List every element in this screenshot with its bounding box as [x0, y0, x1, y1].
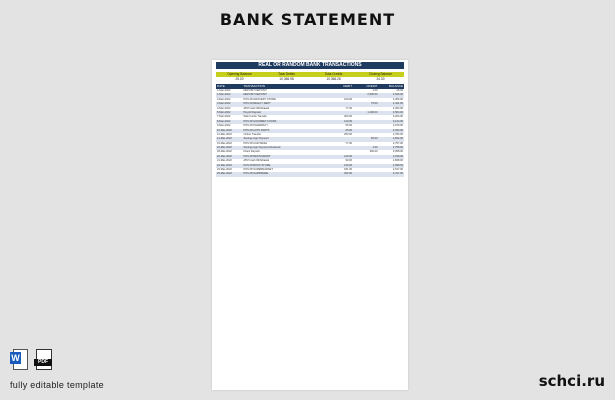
table-cell: 2-Mar-2022	[217, 97, 231, 101]
table-cell: 8-Mar-2022	[217, 119, 231, 123]
table-cell: DEPOSIT DEPOSIT	[243, 93, 267, 97]
summary-value: 10,366.28	[326, 77, 341, 81]
table-cell: 21-Mar-2022	[217, 159, 232, 163]
summary-header: Total Credits	[324, 72, 343, 76]
table-cell: 3,264.00	[392, 115, 404, 119]
table-cell: 75.00	[371, 102, 378, 106]
table-cell: 2,364.00	[392, 106, 404, 110]
statement-sheet	[212, 60, 408, 390]
table-cell: 2,828.00	[392, 159, 404, 163]
table-cell: POS 08 CAR WASH	[243, 141, 268, 145]
table-body	[216, 89, 404, 177]
table-cell: 2,918.00	[392, 154, 404, 158]
table-cell: POS 08 PHARMACY	[243, 124, 268, 128]
table-cell: 25-Mar-2022	[217, 172, 232, 176]
table-cell: 26.00	[396, 89, 404, 92]
table-cell: Online Transfer	[243, 132, 262, 136]
table-cell: POS 08 AUTO PARTS	[243, 128, 270, 132]
format-icons	[10, 348, 52, 370]
table-cell: 77.00	[345, 106, 353, 110]
table-cell: 12-Mar-2022	[217, 132, 232, 136]
table-cell: 1.00	[372, 89, 378, 92]
summary-values	[216, 77, 404, 82]
table-cell: 9-Mar-2022	[217, 124, 231, 128]
table-cell: POS 08 GOURMET FOODS	[243, 119, 277, 123]
table-cell: 3-Mar-2022	[217, 102, 231, 106]
table-cell: 1.00	[372, 146, 378, 150]
table-cell: Direct Deposit	[243, 150, 260, 154]
table-row	[216, 172, 404, 176]
table-cell: ATM Cash Withdrawal	[243, 159, 270, 163]
table-cell: 7-Mar-2022	[217, 115, 231, 119]
table-cell: 181.00	[344, 168, 353, 172]
table-cell: POS 08 SUPERMARKET	[243, 168, 273, 172]
table-cell: 3,079.00	[392, 124, 404, 128]
table-cell: 1-Mar-2022	[217, 93, 231, 97]
summary-value: 24.30	[376, 77, 385, 81]
table-cell: 2,784.00	[392, 132, 404, 136]
table-cell: Savings App Payment Received	[243, 146, 281, 150]
column-header: DEBIT	[343, 84, 353, 88]
table-cell: POS 08 BOOK STORE	[243, 163, 271, 167]
table-cell: 2,834.00	[392, 137, 404, 141]
table-cell: POS 08 HARDWARE	[243, 172, 269, 176]
table-cell: 200.00	[344, 172, 353, 176]
table-cell: 2,517.00	[392, 168, 404, 172]
table-cell: 160.00	[344, 97, 353, 101]
table-cell: 300.00	[344, 115, 353, 119]
table-cell: 2,500.00	[367, 93, 378, 97]
site-name: schci.ru	[538, 372, 605, 390]
table-cell: DEPOSIT DEPOSIT	[243, 89, 267, 92]
caption: fully editable template	[10, 380, 104, 390]
summary-value: 25.00	[235, 77, 244, 81]
table-cell: POS 08 RESTAURANT	[243, 154, 271, 158]
table-cell: 3,058.00	[392, 150, 404, 154]
column-header: DATE	[217, 84, 225, 88]
column-header: TRANSACTION	[243, 84, 265, 88]
table-cell: 140.00	[344, 154, 353, 158]
column-header: CREDIT	[366, 84, 378, 88]
table-cell: 4-Mar-2022	[217, 106, 231, 110]
summary-header: Closing Balance	[368, 72, 393, 76]
statement-banner: REAL OR RANDOM BANK TRANSACTIONS	[216, 62, 404, 69]
table-cell: Savings App Payment	[243, 137, 269, 141]
table-cell: 3,144.00	[392, 119, 404, 123]
table-cell: 3,564.00	[392, 110, 404, 114]
table-cell: 250.00	[344, 132, 353, 136]
table-cell: Web Funds Transfer	[243, 115, 267, 119]
table-cell: POS 08 REALTY DEPT	[243, 102, 271, 106]
table-cell: 50.00	[371, 137, 378, 141]
table-cell: 2,441.00	[392, 102, 404, 106]
table-cell: 3,034.00	[392, 128, 404, 132]
table-cell: 5-Mar-2022	[217, 110, 231, 114]
table-cell: 14-Mar-2022	[217, 137, 232, 141]
column-header: BALANCE	[389, 84, 404, 88]
table-cell: 2,757.00	[392, 141, 404, 145]
summary-header: Opening Balance	[227, 72, 252, 76]
table-cell: 20-Mar-2022	[217, 154, 232, 158]
summary-value: 10,366.98	[279, 77, 294, 81]
table-cell: POS 08 GROCERY STORE	[243, 97, 276, 101]
page-title: BANK STATEMENT	[219, 10, 396, 29]
table-cell: Payroll Deposit	[243, 110, 261, 114]
table-cell: 120.00	[344, 119, 353, 123]
word-icon: W	[10, 348, 28, 370]
table-cell: 1-Mar-2022	[217, 89, 231, 92]
table-cell: 2,526.00	[392, 93, 404, 97]
table-cell: 18-Mar-2022	[217, 150, 232, 154]
table-cell: 77.00	[345, 141, 353, 145]
table-cell: 2,698.00	[392, 163, 404, 167]
table-cell: ATM Cash Withdrawal	[243, 106, 270, 110]
table-cell: 22-Mar-2022	[217, 163, 232, 167]
table-cell: 45.00	[345, 128, 353, 132]
table-cell: 16-Mar-2022	[217, 146, 232, 150]
table-cell: 15-Mar-2022	[217, 141, 232, 145]
table-cell: 300.00	[369, 150, 378, 154]
table-cell: 90.00	[345, 159, 353, 163]
table-cell: 2,317.00	[392, 172, 404, 176]
table-cell: 23-Mar-2022	[217, 168, 232, 172]
transactions-table	[216, 84, 404, 177]
table-cell: 130.00	[344, 163, 353, 167]
pdf-icon: PDF	[34, 348, 52, 370]
summary-header: Total Debits	[278, 72, 295, 76]
table-cell: 10-Mar-2022	[217, 128, 232, 132]
table-cell: 1,200.00	[367, 110, 378, 114]
table-cell: 2,366.00	[392, 97, 404, 101]
table-cell: 65.00	[345, 124, 353, 128]
table-cell	[353, 172, 378, 176]
table-cell: 2,758.00	[392, 146, 404, 150]
